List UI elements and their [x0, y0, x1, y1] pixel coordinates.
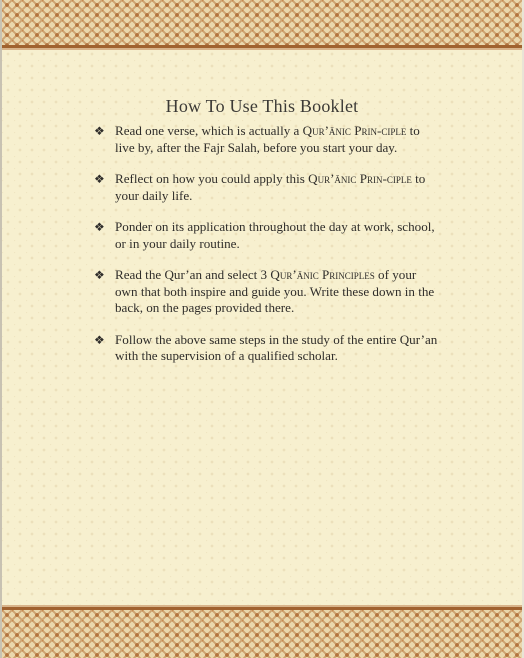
- four-diamond-bullet-icon: ❖: [94, 332, 105, 347]
- list-item: [94, 219, 439, 252]
- list-item: [94, 267, 439, 317]
- decorative-bottom-border: [2, 607, 524, 658]
- list-item: [94, 123, 439, 156]
- list-item: [94, 171, 439, 204]
- item-text: Reflect on how you could apply this: [115, 171, 309, 186]
- item-text: to live by, after the Fajr Salah, before you start your day.: [115, 123, 420, 155]
- instructions-list: [94, 123, 439, 380]
- quranic-principle-term: Qur’ānic Prin-ciple: [308, 171, 412, 186]
- quranic-principle-term: Qur’ānic Prin-ciple: [302, 123, 407, 138]
- four-diamond-bullet-icon: ❖: [94, 220, 105, 234]
- item-text: Follow the above same steps in the study of the entire Qur’an with the supervision of a qualified scholar.: [115, 331, 438, 363]
- quranic-principle-term: Qur’ānic Principles: [270, 267, 375, 282]
- decorative-top-border: [2, 0, 524, 48]
- item-text: to your daily life.: [115, 171, 426, 203]
- four-diamond-bullet-icon: ❖: [94, 124, 105, 138]
- four-diamond-bullet-icon: ❖: [94, 268, 105, 282]
- page-title: How To Use This Booklet: [165, 96, 359, 116]
- item-text: of your own that both inspire and guide you. Write these down in the back, on the pages provided there.: [115, 267, 435, 315]
- item-text: Read one verse, which is actually a: [115, 123, 303, 138]
- item-text: Ponder on its application throughout the day at work, school, or in your daily routine.: [115, 219, 435, 251]
- four-diamond-bullet-icon: ❖: [94, 172, 105, 186]
- item-text: Read the Qur’an and select 3: [115, 267, 271, 282]
- list-item: [94, 332, 439, 365]
